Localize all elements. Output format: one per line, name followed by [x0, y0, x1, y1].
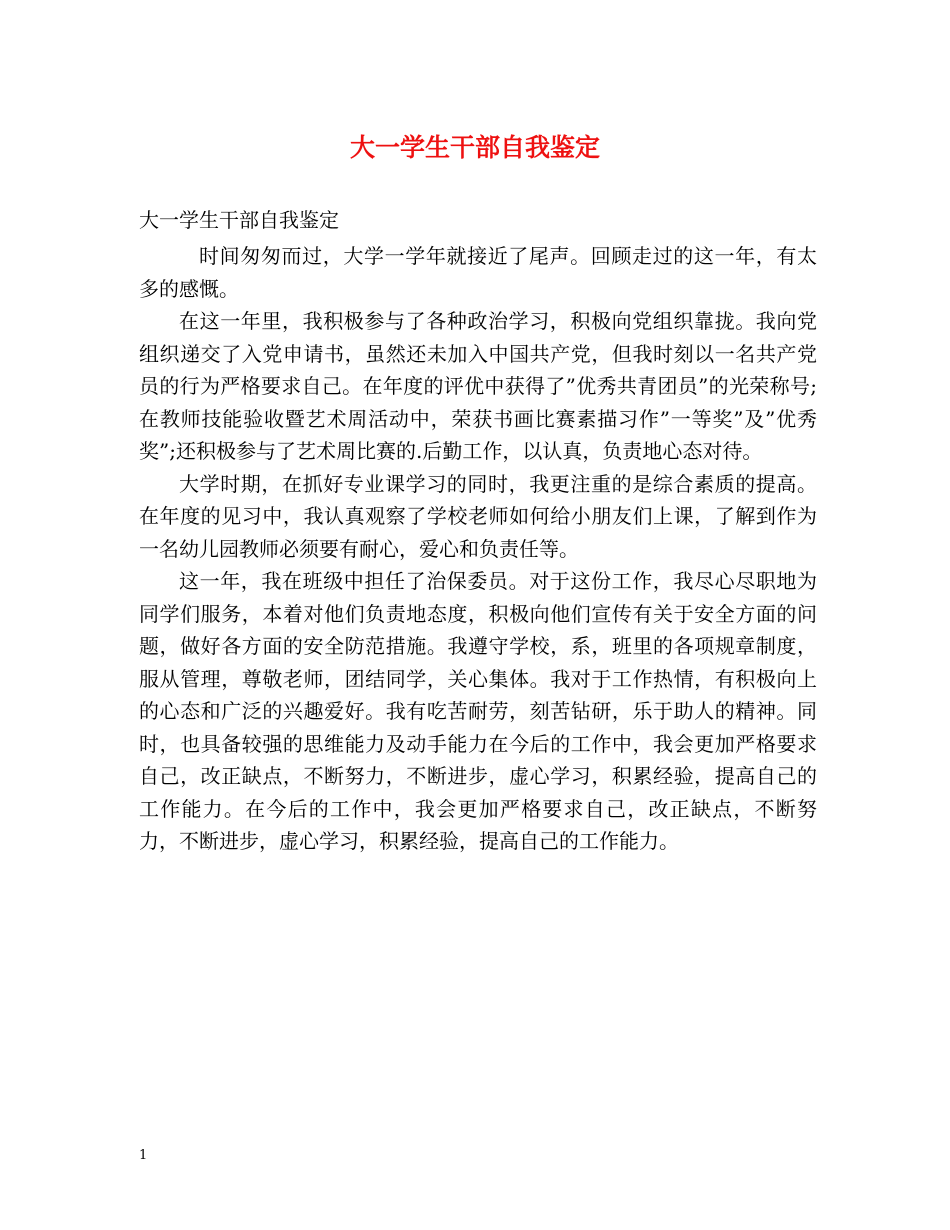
document-title: 大一学生干部自我鉴定 [349, 133, 600, 162]
page-number: 1 [139, 1148, 148, 1163]
document-subtitle: 大一学生干部自我鉴定 [139, 208, 339, 232]
paragraph-4: 这一年，我在班级中担任了治保委员。对于这份工作，我尽心尽职地为同学们服务，本着对他们负责地态度，积极向他们宣传有关于安全方面的问题，做好各方面的安全防范措施。我遵守学校，系，班里的各项规章制度，服从管理，尊敬老师，团结同学，关心集体。我对于工作热情，有积极向上的心态和广泛的兴趣爱好。我有吃苦耐劳，刻苦钻研，乐于助人的精神。同时，也具备较强的思维能力及动手能力在今后的工作中，我会更加严格要求自己，改正缺点，不断努力，不断进步，虚心学习，积累经验，提高自己的工作能力。在今后的工作中，我会更加严格要求自己，改正缺点，不断努力，不断进步，虚心学习，积累经验，提高自己的工作能力。 [139, 569, 817, 853]
paragraph-3: 大学时期，在抓好专业课学习的同时，我更注重的是综合素质的提高。在年度的见习中，我认真观察了学校老师如何给小朋友们上课，了解到作为一名幼儿园教师必须要有耐心，爱心和负责任等。 [139, 471, 817, 561]
document-body [139, 200, 817, 858]
paragraph-2: 在这一年里，我积极参与了各种政治学习，积极向党组织靠拢。我向党组织递交了入党申请书，虽然还未加入中国共产党，但我时刻以一名共产党员的行为严格要求自己。在年度的评优中获得了”优秀共青团员”的光荣称号;在教师技能验收暨艺术周活动中，荣获书画比赛素描习作”一等奖”及”优秀奖”;还积极参与了艺术周比赛的.后勤工作，以认真，负责地心态对待。 [139, 309, 817, 463]
paragraph-1: 时间匆匆而过，大学一学年就接近了尾声。回顾走过的这一年，有太多的感慨。 [139, 244, 817, 301]
